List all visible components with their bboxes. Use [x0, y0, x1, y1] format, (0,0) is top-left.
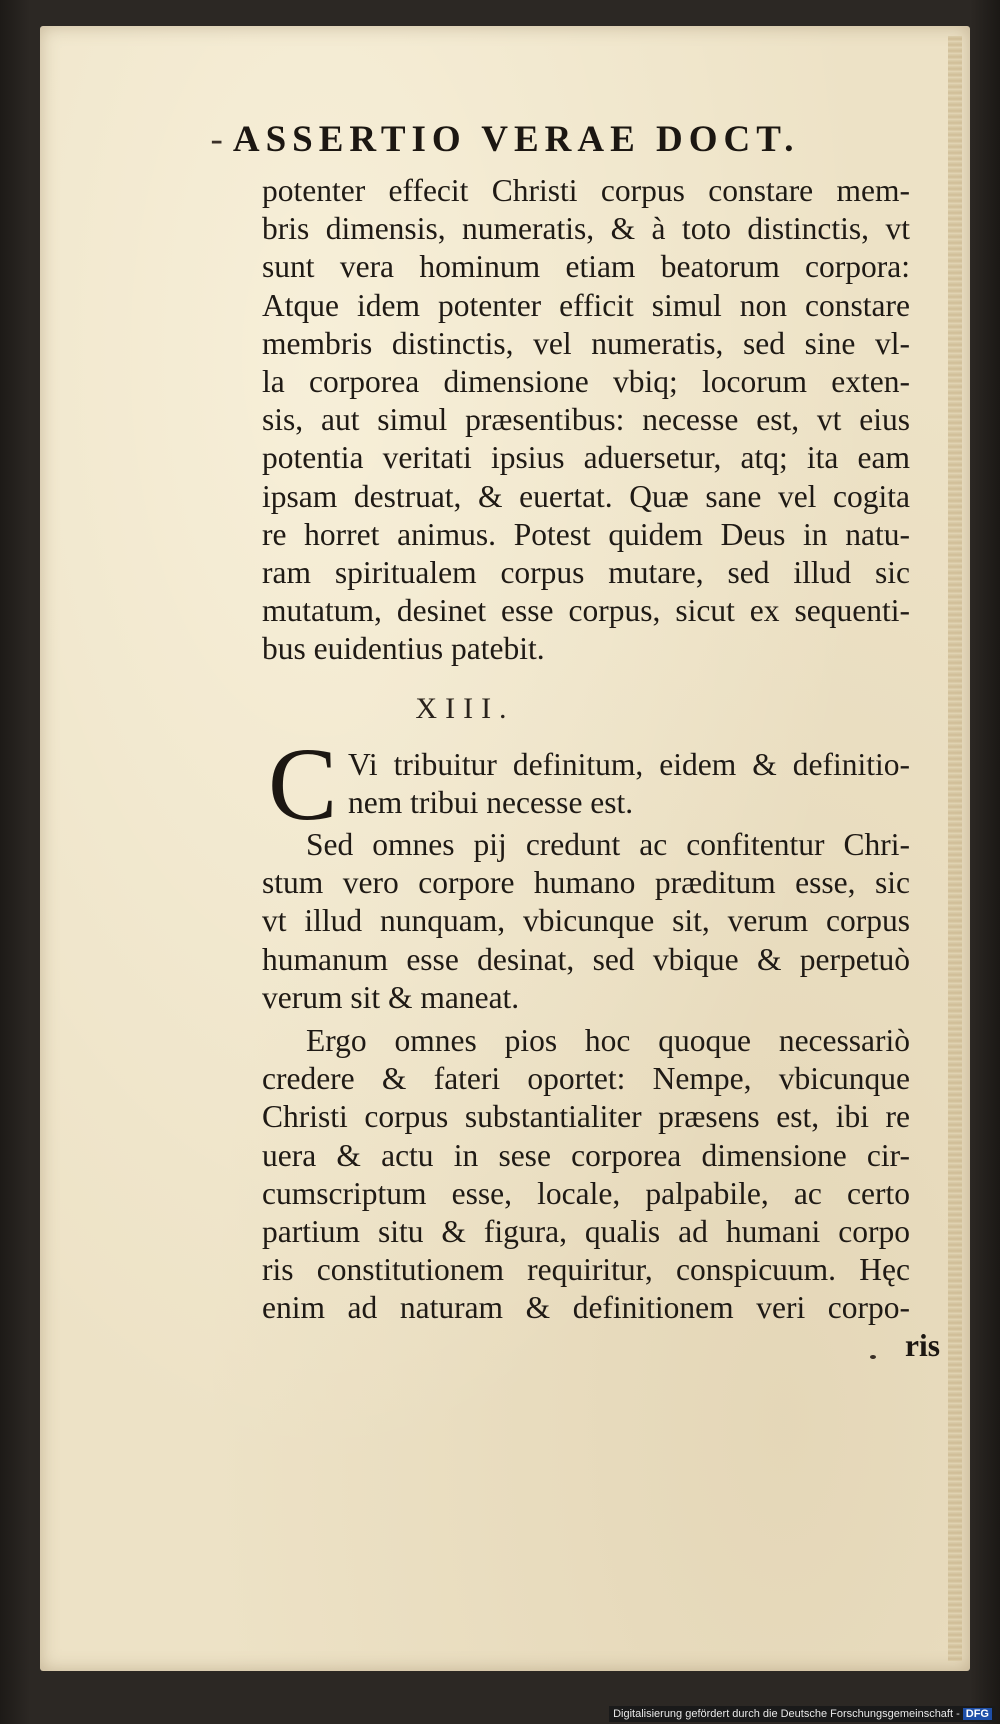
ink-speck: [870, 1355, 876, 1359]
text-line: membris distinctis, vel numeratis, sed sine vl-: [262, 325, 910, 361]
text-line: sis, aut simul præsentibus: necesse est, vt eius: [262, 402, 910, 438]
text-line: humanum esse desinat, sed vbique & perpetuò: [262, 941, 910, 977]
text-line: Atque idem potenter efficit simul non constare: [262, 287, 910, 323]
text-line: mutatum, desinet esse corpus, sicut ex sequenti-: [262, 593, 910, 629]
text-line: re horret animus. Potest quidem Deus in natu-: [262, 516, 910, 552]
text-line: potenter effecit Christi corpus constare mem-: [262, 173, 910, 208]
running-head: [40, 118, 970, 161]
catchword: ris: [905, 1328, 940, 1363]
text-line: sunt vera hominum etiam beatorum corpora:: [262, 249, 910, 285]
section-opening: [348, 746, 910, 822]
text-line: credere & fateri oportet: Nempe, vbicunque: [262, 1061, 910, 1097]
text-line: ram spiritualem corpus mutare, sed illud sic: [262, 554, 910, 590]
text-line: enim ad naturam & definitionem veri corpo-: [262, 1290, 910, 1326]
text-line: vt illud nunquam, vbicunque sit, verum corpus: [262, 903, 910, 939]
dfg-logo: DFG: [963, 1708, 992, 1720]
text-line: partium situ & figura, qualis ad humani corpo: [262, 1213, 910, 1249]
text-line: la corporea dimensione vbiq; locorum exten-: [262, 363, 910, 399]
text-line: Christi corpus substantialiter præsens est, ibi re: [262, 1099, 910, 1135]
text-line: verum sit & maneat.: [262, 979, 520, 1015]
text-line: ris constitutionem requiritur, conspicuum. Hęc: [262, 1252, 910, 1288]
text-line: potentia veritati ipsius aduersetur, atq; ita eam: [262, 440, 910, 476]
text-line: nem tribui necesse est.: [348, 785, 634, 821]
paragraph-2: [262, 826, 910, 1017]
digitization-footer: [609, 1706, 996, 1722]
text-line: cumscriptum esse, locale, palpabile, ac certo: [262, 1175, 910, 1211]
running-head-dash: -: [210, 119, 223, 160]
text-line: Ergo omnes pios hoc quoque necessariò: [306, 1023, 910, 1058]
paragraph-3: [262, 1022, 910, 1328]
footer-text: Digitalisierung gefördert durch die Deutsche Forschungsgemeinschaft -: [613, 1708, 960, 1720]
text-line: Sed omnes pij credunt ac confitentur Chri-: [306, 827, 910, 862]
drop-cap-initial: C: [268, 727, 338, 842]
text-line: ipsam destruat, & euertat. Quæ sane vel cogita: [262, 478, 910, 514]
section-number: XIII.: [415, 692, 515, 725]
page-edge-stack: [948, 36, 962, 1661]
text-line: bris dimensis, numeratis, & à toto distinctis, vt: [262, 211, 910, 247]
text-line: stum vero corpore humano præditum esse, sic: [262, 865, 910, 901]
text-line: bus euidentius patebit.: [262, 631, 545, 667]
text-line: Vi tribuitur definitum, eidem & definitio-: [348, 747, 910, 782]
text-line: uera & actu in sese corporea dimensione cir-: [262, 1137, 910, 1173]
paragraph-1: [262, 172, 910, 668]
running-head-title: ASSERTIO VERAE DOCT.: [232, 119, 800, 160]
